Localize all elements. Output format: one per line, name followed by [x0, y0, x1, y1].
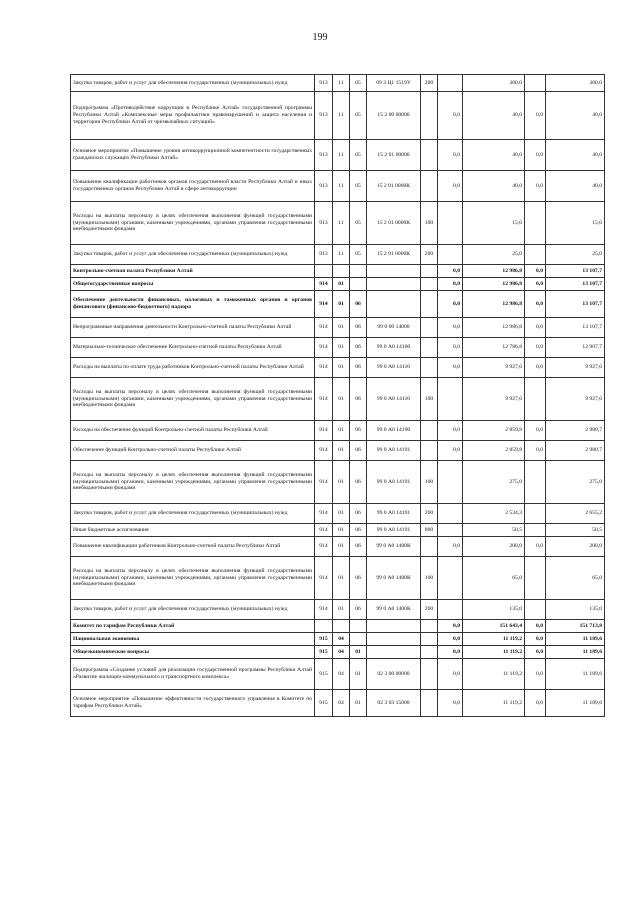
- row-section: 01: [333, 504, 350, 524]
- row-value-1: 0,0: [438, 278, 463, 291]
- row-value-2: 11 119,2: [463, 690, 525, 717]
- row-target-item: 02 3 03 15000: [367, 690, 421, 717]
- row-value-4: 40,0: [546, 171, 605, 202]
- row-name: Подпрограмма «Создание условий для реализации государственной программы Республики Алтай «Развитие жилищно-коммунального и транспортного комплекса»: [71, 659, 315, 690]
- row-value-4: 12 907,7: [546, 338, 605, 358]
- row-target-item: 99 0 А0 14100: [367, 338, 421, 358]
- row-target-item: 02 3 00 00000: [367, 659, 421, 690]
- row-section: 11: [333, 245, 350, 265]
- row-value-3: [525, 557, 546, 600]
- table-row: [71, 646, 605, 659]
- row-value-4: 2 980,7: [546, 441, 605, 461]
- row-grbs: [315, 265, 333, 278]
- row-target-item: 15 2 00 00000: [367, 92, 421, 140]
- row-target-item: 99 0 А0 14110: [367, 358, 421, 378]
- row-expense-type: [421, 318, 438, 338]
- row-section: 04: [333, 633, 350, 646]
- row-value-2: 9 927,0: [463, 378, 525, 421]
- row-value-3: 0,0: [525, 318, 546, 338]
- row-value-1: [438, 600, 463, 620]
- row-expense-type: 100: [421, 557, 438, 600]
- row-value-1: 0,0: [438, 171, 463, 202]
- row-value-2: 200,0: [463, 537, 525, 557]
- row-grbs: 914: [315, 504, 333, 524]
- row-subsection: 05: [350, 140, 367, 171]
- row-grbs: 914: [315, 441, 333, 461]
- row-grbs: 913: [315, 75, 333, 92]
- row-section: 04: [333, 659, 350, 690]
- row-value-2: 11 119,2: [463, 646, 525, 659]
- row-value-2: 11 119,2: [463, 633, 525, 646]
- row-subsection: [350, 620, 367, 633]
- row-name: Основное мероприятие «Повышение уровня антикоррупционной компетентности государственных гражданских служащих Республики Алтай»: [71, 140, 315, 171]
- row-section: 01: [333, 338, 350, 358]
- row-target-item: 99 0 А0 14110: [367, 378, 421, 421]
- row-expense-type: 200: [421, 75, 438, 92]
- row-value-4: 13 107,7: [546, 318, 605, 338]
- row-subsection: [350, 278, 367, 291]
- row-grbs: 913: [315, 202, 333, 245]
- row-value-1: [438, 378, 463, 421]
- row-value-4: 151 713,8: [546, 620, 605, 633]
- row-section: 01: [333, 318, 350, 338]
- row-subsection: 01: [350, 646, 367, 659]
- row-expense-type: [421, 278, 438, 291]
- row-name: Непрограммные направления деятельности Контрольно-счетной палаты Республики Алтай: [71, 318, 315, 338]
- row-target-item: 99 0 А0 1400К: [367, 600, 421, 620]
- row-grbs: 913: [315, 171, 333, 202]
- row-value-2: 2 534,3: [463, 504, 525, 524]
- row-value-4: 2 980,7: [546, 421, 605, 441]
- row-value-1: 0,0: [438, 633, 463, 646]
- row-target-item: 99 0 А0 14191: [367, 504, 421, 524]
- row-value-1: 0,0: [438, 265, 463, 278]
- row-name: Расходы на обеспечение функций Контрольно-счетной палаты Республики Алтай: [71, 421, 315, 441]
- row-subsection: 06: [350, 524, 367, 537]
- row-value-1: [438, 461, 463, 504]
- row-subsection: 01: [350, 690, 367, 717]
- row-name: Основное мероприятие «Повышение эффективности государственного управления в Комитете по тарифам Республики Алтай»: [71, 690, 315, 717]
- row-value-4: 300,0: [546, 75, 605, 92]
- row-name: Иные бюджетные ассигнования: [71, 524, 315, 537]
- row-value-1: [438, 557, 463, 600]
- row-value-1: 0,0: [438, 291, 463, 318]
- row-expense-type: [421, 92, 438, 140]
- row-name: Повышение квалификации работников Контрольно-счетной палаты Республики Алтай: [71, 537, 315, 557]
- row-value-3: 0,0: [525, 620, 546, 633]
- row-expense-type: [421, 690, 438, 717]
- row-value-3: [525, 600, 546, 620]
- row-value-4: 275,0: [546, 461, 605, 504]
- row-value-1: 0,0: [438, 421, 463, 441]
- row-grbs: 913: [315, 245, 333, 265]
- row-target-item: 99 0 00 14000: [367, 318, 421, 338]
- row-grbs: 914: [315, 278, 333, 291]
- table-row: [71, 265, 605, 278]
- row-value-1: 0,0: [438, 659, 463, 690]
- row-value-2: 25,0: [463, 245, 525, 265]
- row-expense-type: [421, 358, 438, 378]
- row-expense-type: [421, 338, 438, 358]
- row-grbs: 914: [315, 338, 333, 358]
- row-target-item: 99 0 А0 14191: [367, 441, 421, 461]
- row-value-3: [525, 504, 546, 524]
- row-expense-type: [421, 633, 438, 646]
- row-value-1: [438, 245, 463, 265]
- row-value-4: 9 927,0: [546, 378, 605, 421]
- row-value-3: [525, 245, 546, 265]
- row-expense-type: [421, 140, 438, 171]
- table-row: [71, 600, 605, 620]
- row-name: Комитет по тарифам Республики Алтай: [71, 620, 315, 633]
- table-row: [71, 620, 605, 633]
- row-target-item: [367, 265, 421, 278]
- row-name: Подпрограмма «Противодействие коррупции в Республике Алтай» государственной программы Республики Алтай «Комплексные меры профилактики правонарушений и защита населения и территории Республики Алтай от чрезвычайных ситуаций»: [71, 92, 315, 140]
- row-grbs: 914: [315, 524, 333, 537]
- row-section: 01: [333, 441, 350, 461]
- row-value-2: 11 119,2: [463, 659, 525, 690]
- row-subsection: 06: [350, 441, 367, 461]
- table-row: [71, 338, 605, 358]
- row-value-4: 11 189,6: [546, 646, 605, 659]
- page-number: 199: [312, 32, 328, 43]
- row-value-1: 0,0: [438, 441, 463, 461]
- table-row: [71, 504, 605, 524]
- row-value-4: 13 107,7: [546, 265, 605, 278]
- row-value-3: 0,0: [525, 265, 546, 278]
- row-subsection: 06: [350, 461, 367, 504]
- row-value-2: 9 927,0: [463, 358, 525, 378]
- row-value-2: 2 859,8: [463, 421, 525, 441]
- row-name: Расходы на выплаты персоналу в целях обеспечения выполнения функций государственными (муниципальными) органами, казенными учреждениями, органами управления государственными внебюджетными фондами: [71, 202, 315, 245]
- row-subsection: [350, 265, 367, 278]
- table-row: [71, 140, 605, 171]
- row-value-4: 15,0: [546, 202, 605, 245]
- table-row: [71, 378, 605, 421]
- row-name: Материально-техническое обеспечение Контрольно-счетной палаты Республики Алтай: [71, 338, 315, 358]
- row-target-item: 99 0 А0 14191: [367, 461, 421, 504]
- row-section: 01: [333, 291, 350, 318]
- row-name: Расходы на выплаты по оплате труда работников Контрольно-счетной палаты Республики Алтай: [71, 358, 315, 378]
- row-section: 04: [333, 690, 350, 717]
- row-grbs: 914: [315, 318, 333, 338]
- row-expense-type: [421, 421, 438, 441]
- table-row: [71, 690, 605, 717]
- row-section: 11: [333, 140, 350, 171]
- row-section: 11: [333, 202, 350, 245]
- row-value-3: [525, 524, 546, 537]
- row-value-1: [438, 202, 463, 245]
- row-target-item: 99 0 А0 1400К: [367, 537, 421, 557]
- row-value-3: [525, 461, 546, 504]
- row-subsection: 05: [350, 75, 367, 92]
- row-value-1: 0,0: [438, 92, 463, 140]
- row-value-3: 0,0: [525, 278, 546, 291]
- row-value-3: 0,0: [525, 291, 546, 318]
- row-subsection: 06: [350, 291, 367, 318]
- row-value-2: 12 986,8: [463, 278, 525, 291]
- row-grbs: 915: [315, 690, 333, 717]
- row-grbs: 914: [315, 600, 333, 620]
- row-section: 04: [333, 646, 350, 659]
- row-name: Общеэкономические вопросы: [71, 646, 315, 659]
- row-value-4: 9 927,0: [546, 358, 605, 378]
- row-value-4: 200,0: [546, 537, 605, 557]
- row-target-item: [367, 633, 421, 646]
- row-expense-type: 200: [421, 504, 438, 524]
- row-value-4: 40,0: [546, 92, 605, 140]
- row-subsection: 06: [350, 358, 367, 378]
- row-value-2: 40,0: [463, 92, 525, 140]
- row-expense-type: [421, 537, 438, 557]
- row-expense-type: 800: [421, 524, 438, 537]
- row-subsection: 06: [350, 338, 367, 358]
- row-expense-type: [421, 646, 438, 659]
- table-row: [71, 92, 605, 140]
- row-value-2: 12 986,8: [463, 318, 525, 338]
- row-value-2: 275,0: [463, 461, 525, 504]
- row-value-2: 300,0: [463, 75, 525, 92]
- row-expense-type: [421, 171, 438, 202]
- row-value-3: 0,0: [525, 646, 546, 659]
- row-target-item: [367, 278, 421, 291]
- row-value-3: 0,0: [525, 358, 546, 378]
- row-value-1: 0,0: [438, 358, 463, 378]
- table-row: [71, 524, 605, 537]
- row-expense-type: 100: [421, 202, 438, 245]
- row-grbs: 914: [315, 557, 333, 600]
- row-name: Повышение квалификации работников органов государственной власти Республики Алтай и иных государственных органов Республики Алтай в сфере антикоррупции: [71, 171, 315, 202]
- table-row: [71, 557, 605, 600]
- row-subsection: 06: [350, 557, 367, 600]
- row-name: Расходы на выплаты персоналу в целях обеспечения выполнения функций государственными (муниципальными) органами, казенными учреждениями, органами управления государственными внебюджетными фондами: [71, 557, 315, 600]
- row-expense-type: 200: [421, 600, 438, 620]
- row-value-3: [525, 75, 546, 92]
- row-expense-type: [421, 441, 438, 461]
- table-row: [71, 75, 605, 92]
- table-row: [71, 659, 605, 690]
- row-name: Закупка товаров, работ и услуг для обеспечения государственных (муниципальных) нужд: [71, 245, 315, 265]
- row-value-1: 0,0: [438, 537, 463, 557]
- row-value-3: [525, 202, 546, 245]
- row-subsection: 05: [350, 245, 367, 265]
- row-value-1: [438, 504, 463, 524]
- table-row: [71, 358, 605, 378]
- row-name: Контрольно-счетная палата Республики Алтай: [71, 265, 315, 278]
- row-value-2: 50,5: [463, 524, 525, 537]
- row-value-4: 11 189,6: [546, 690, 605, 717]
- row-expense-type: 100: [421, 461, 438, 504]
- table-row: [71, 461, 605, 504]
- row-name: Расходы на выплаты персоналу в целях обеспечения выполнения функций государственными (муниципальными) органами, казенными учреждениями, органами управления государственными внебюджетными фондами: [71, 378, 315, 421]
- row-section: 01: [333, 537, 350, 557]
- row-target-item: 09 3 Ц1 1519У: [367, 75, 421, 92]
- row-target-item: 99 0 А0 14190: [367, 421, 421, 441]
- row-target-item: 15 2 01 0000К: [367, 202, 421, 245]
- row-section: 01: [333, 524, 350, 537]
- table-row: [71, 278, 605, 291]
- row-value-3: 0,0: [525, 441, 546, 461]
- row-grbs: 914: [315, 461, 333, 504]
- row-name: Обеспечение функций Контрольно-счетной палаты Республики Алтай: [71, 441, 315, 461]
- row-subsection: 05: [350, 92, 367, 140]
- table-row: [71, 202, 605, 245]
- row-value-4: 135,0: [546, 600, 605, 620]
- row-value-2: 2 859,8: [463, 441, 525, 461]
- row-name: Закупка товаров, работ и услуг для обеспечения государственных (муниципальных) нужд: [71, 75, 315, 92]
- row-grbs: 913: [315, 140, 333, 171]
- row-target-item: [367, 646, 421, 659]
- row-value-4: 13 107,7: [546, 278, 605, 291]
- row-section: 11: [333, 92, 350, 140]
- table-row: [71, 537, 605, 557]
- row-value-3: 0,0: [525, 92, 546, 140]
- row-value-4: 50,5: [546, 524, 605, 537]
- row-grbs: 915: [315, 646, 333, 659]
- row-section: 01: [333, 600, 350, 620]
- row-value-3: 0,0: [525, 421, 546, 441]
- row-section: 01: [333, 557, 350, 600]
- row-subsection: 01: [350, 659, 367, 690]
- row-value-1: 0,0: [438, 690, 463, 717]
- table-row: [71, 245, 605, 265]
- table-row: [71, 171, 605, 202]
- row-grbs: [315, 620, 333, 633]
- row-value-3: 0,0: [525, 140, 546, 171]
- row-section: 01: [333, 378, 350, 421]
- row-value-1: 0,0: [438, 140, 463, 171]
- row-value-1: 0,0: [438, 646, 463, 659]
- row-name: Национальная экономика: [71, 633, 315, 646]
- row-value-4: 25,0: [546, 245, 605, 265]
- row-value-2: 65,0: [463, 557, 525, 600]
- row-name: Общегосударственные вопросы: [71, 278, 315, 291]
- table-row: [71, 291, 605, 318]
- table-row: [71, 318, 605, 338]
- row-section: 01: [333, 421, 350, 441]
- table-row: [71, 441, 605, 461]
- row-target-item: [367, 620, 421, 633]
- row-value-4: 65,0: [546, 557, 605, 600]
- row-value-4: 11 189,6: [546, 659, 605, 690]
- row-name: Закупка товаров, работ и услуг для обеспечения государственных (муниципальных) нужд: [71, 504, 315, 524]
- row-value-4: 13 107,7: [546, 291, 605, 318]
- row-grbs: 914: [315, 291, 333, 318]
- row-section: 01: [333, 461, 350, 504]
- row-subsection: 06: [350, 421, 367, 441]
- row-section: [333, 265, 350, 278]
- row-grbs: 914: [315, 378, 333, 421]
- row-value-3: 0,0: [525, 537, 546, 557]
- row-value-3: [525, 378, 546, 421]
- row-target-item: 15 2 01 0000К: [367, 245, 421, 265]
- row-value-1: 0,0: [438, 620, 463, 633]
- row-target-item: 99 0 А0 1400К: [367, 557, 421, 600]
- row-name: Обеспечение деятельности финансовых, налоговых и таможенных органов и органов финансового (финансово-бюджетного) надзора: [71, 291, 315, 318]
- row-value-4: 11 189,6: [546, 633, 605, 646]
- row-value-3: 0,0: [525, 690, 546, 717]
- row-subsection: 06: [350, 504, 367, 524]
- row-section: 01: [333, 278, 350, 291]
- row-subsection: 06: [350, 537, 367, 557]
- table-body: [71, 75, 605, 717]
- row-grbs: 913: [315, 92, 333, 140]
- row-name: Расходы на выплаты персоналу в целях обеспечения выполнения функций государственными (муниципальными) органами, казенными учреждениями, органами управления государственными внебюджетными фондами: [71, 461, 315, 504]
- row-value-2: 15,0: [463, 202, 525, 245]
- row-section: 11: [333, 75, 350, 92]
- row-value-2: 12 986,8: [463, 291, 525, 318]
- row-grbs: 915: [315, 659, 333, 690]
- row-target-item: 99 0 А0 14191: [367, 524, 421, 537]
- row-value-2: 40,0: [463, 171, 525, 202]
- row-value-1: 0,0: [438, 318, 463, 338]
- row-target-item: 15 2 01 00000: [367, 140, 421, 171]
- row-value-2: 135,0: [463, 600, 525, 620]
- row-value-1: [438, 75, 463, 92]
- row-expense-type: [421, 291, 438, 318]
- row-subsection: 06: [350, 318, 367, 338]
- row-value-4: 2 655,2: [546, 504, 605, 524]
- row-subsection: 05: [350, 171, 367, 202]
- row-expense-type: [421, 659, 438, 690]
- row-expense-type: [421, 265, 438, 278]
- table-row: [71, 421, 605, 441]
- row-grbs: 914: [315, 421, 333, 441]
- row-value-3: 0,0: [525, 338, 546, 358]
- row-value-1: [438, 524, 463, 537]
- row-section: 11: [333, 171, 350, 202]
- row-value-3: 0,0: [525, 633, 546, 646]
- row-value-2: 12 786,8: [463, 338, 525, 358]
- row-name: Закупка товаров, работ и услуг для обеспечения государственных (муниципальных) нужд: [71, 600, 315, 620]
- row-value-3: 0,0: [525, 171, 546, 202]
- row-subsection: 05: [350, 202, 367, 245]
- row-section: 01: [333, 358, 350, 378]
- row-grbs: 915: [315, 633, 333, 646]
- row-value-3: 0,0: [525, 659, 546, 690]
- row-expense-type: 100: [421, 378, 438, 421]
- row-subsection: 06: [350, 378, 367, 421]
- row-grbs: 914: [315, 358, 333, 378]
- row-expense-type: 200: [421, 245, 438, 265]
- row-value-4: 40,0: [546, 140, 605, 171]
- row-grbs: 914: [315, 537, 333, 557]
- budget-table: [70, 74, 605, 717]
- row-subsection: 06: [350, 600, 367, 620]
- row-target-item: 15 2 01 0000К: [367, 171, 421, 202]
- table-row: [71, 633, 605, 646]
- row-value-1: 0,0: [438, 338, 463, 358]
- row-expense-type: [421, 620, 438, 633]
- row-section: [333, 620, 350, 633]
- row-target-item: [367, 291, 421, 318]
- row-subsection: [350, 633, 367, 646]
- row-value-2: 12 986,8: [463, 265, 525, 278]
- row-value-2: 151 643,4: [463, 620, 525, 633]
- row-value-2: 40,0: [463, 140, 525, 171]
